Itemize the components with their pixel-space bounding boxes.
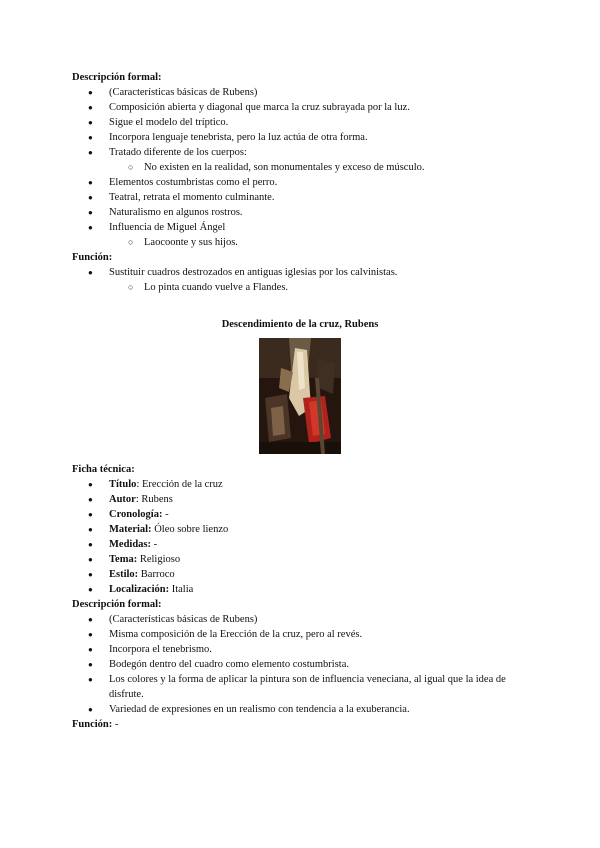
ficha-row-medidas — [72, 537, 528, 552]
painting-illustration — [259, 338, 341, 454]
ficha-row-autor — [72, 492, 528, 507]
ficha-value: : Erección de la cruz — [136, 479, 223, 490]
document-page — [72, 70, 528, 732]
funcion-list-1 — [72, 265, 528, 295]
list-item: ● Naturalismo en algunos rostros. — [72, 205, 528, 220]
list-item: ● Tratado diferente de los cuerpos: — [72, 145, 528, 160]
ficha-label: Autor — [109, 494, 136, 505]
list-item: ● Sigue el modelo del tríptico. — [72, 115, 528, 130]
list-item: ● Composición abierta y diagonal que marca la cruz subrayada por la luz. — [72, 100, 528, 115]
ficha-value: - — [165, 509, 169, 520]
descripcion-formal-heading-2: Descripción formal: — [72, 599, 162, 610]
descripcion-list-1 — [72, 85, 528, 250]
ficha-value: - — [153, 539, 158, 550]
sub-list-item: ○ Laocoonte y sus hijos. — [72, 235, 528, 250]
list-item: ● (Características básicas de Rubens) — [72, 85, 528, 100]
list-item: ● Influencia de Miguel Ángel — [72, 220, 528, 235]
list-item: ● Sustituir cuadros destrozados en antiguas iglesias por los calvinistas. — [72, 265, 528, 280]
ficha-label: Tema: — [109, 554, 138, 565]
ficha-row-cronologia — [72, 507, 528, 522]
list-item: ● Incorpora lenguaje tenebrista, pero la luz actúa de otra forma. — [72, 130, 528, 145]
descripcion-formal-heading-1: Descripción formal: — [72, 72, 162, 83]
sub-list-item: ○ No existen en la realidad, son monumentales y exceso de músculo. — [72, 160, 528, 175]
list-item: ● Incorpora el tenebrismo. — [72, 642, 528, 657]
ficha-value: Religioso — [137, 554, 181, 565]
list-item: ● Los colores y la forma de aplicar la pintura son de influencia veneciana, al igual que la idea de disfrute. — [72, 672, 528, 702]
ficha-label: Material: — [109, 524, 152, 535]
ficha-row-material — [72, 522, 528, 537]
ficha-label: Medidas: — [109, 539, 154, 550]
ficha-label: Título — [109, 479, 137, 490]
painting-image — [259, 338, 341, 454]
list-item: ● Variedad de expresiones en un realismo con tendencia a la exuberancia. — [72, 702, 528, 717]
artwork-title: Descendimiento de la cruz, Rubens — [221, 319, 379, 330]
ficha-row-tema — [72, 552, 528, 567]
list-item: ● Teatral, retrata el momento culminante. — [72, 190, 528, 205]
ficha-row-titulo — [72, 477, 528, 492]
funcion-row-2 — [72, 717, 528, 732]
funcion-heading-2: Función: — [72, 719, 113, 730]
ficha-value: Italia — [169, 584, 194, 595]
funcion-heading-1: Función: — [72, 252, 113, 263]
list-item: ● (Características básicas de Rubens) — [72, 612, 528, 627]
ficha-row-localizacion — [72, 582, 528, 597]
funcion-value: - — [112, 719, 119, 730]
ficha-value: : Rubens — [135, 494, 173, 505]
ficha-label: Localización: — [109, 584, 170, 595]
ficha-label: Estilo: — [109, 569, 139, 580]
ficha-list — [72, 477, 528, 597]
list-item: ● Elementos costumbristas como el perro. — [72, 175, 528, 190]
descripcion-list-2 — [72, 612, 528, 717]
sub-list-item: ○ Lo pinta cuando vuelve a Flandes. — [72, 280, 528, 295]
list-item: ● Misma composición de la Erección de la cruz, pero al revés. — [72, 627, 528, 642]
ficha-label: Cronología: — [109, 509, 166, 520]
list-item: ● Bodegón dentro del cuadro como elemento costumbrista. — [72, 657, 528, 672]
ficha-value: Óleo sobre lienzo — [151, 524, 229, 535]
ficha-row-estilo — [72, 567, 528, 582]
ficha-tecnica-heading: Ficha técnica: — [72, 464, 135, 475]
ficha-value: Barroco — [138, 569, 175, 580]
